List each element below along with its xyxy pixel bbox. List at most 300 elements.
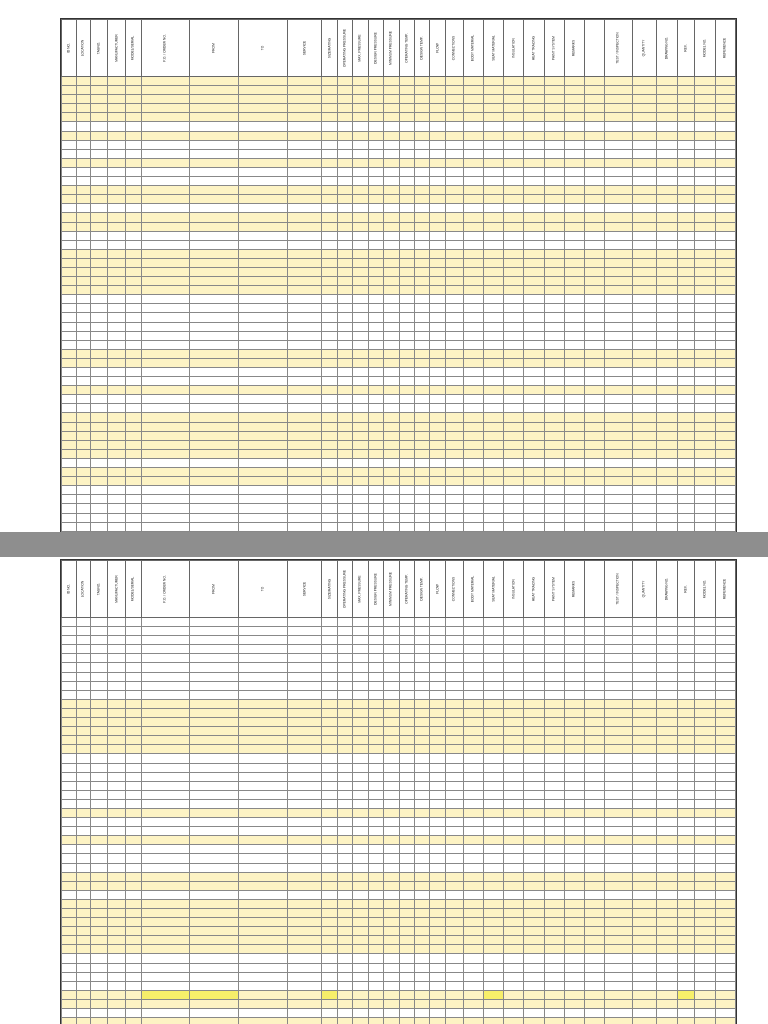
table-cell [337, 1009, 352, 1018]
table-cell [239, 413, 288, 422]
table-cell [77, 477, 90, 486]
table-cell [564, 827, 584, 836]
table-cell [384, 177, 399, 186]
table-cell [353, 495, 368, 504]
table-cell [715, 404, 735, 413]
table-cell [126, 981, 141, 990]
table-row [62, 799, 736, 808]
table-cell [677, 313, 695, 322]
table-cell [62, 954, 77, 963]
table-cell [190, 149, 239, 158]
table-cell [322, 468, 337, 477]
table-cell [239, 754, 288, 763]
table-row [62, 368, 736, 377]
table-cell [544, 827, 564, 836]
table-cell [524, 158, 544, 167]
table-cell [384, 863, 399, 872]
table-cell [62, 827, 77, 836]
table-cell [126, 990, 141, 999]
table-cell [430, 763, 445, 772]
table-cell [430, 495, 445, 504]
table-cell [463, 918, 483, 927]
table-cell [715, 781, 735, 790]
table-cell [544, 177, 564, 186]
table-cell [584, 149, 604, 158]
table-cell [445, 927, 463, 936]
table-cell [90, 863, 108, 872]
table-cell [384, 77, 399, 86]
table-cell [657, 486, 677, 495]
table-cell [715, 736, 735, 745]
table-cell [190, 618, 239, 627]
table-cell [399, 854, 414, 863]
table-cell [384, 458, 399, 467]
table-cell [632, 149, 657, 158]
table-cell [605, 167, 632, 176]
table-cell [141, 772, 190, 781]
table-cell [483, 936, 503, 945]
table-cell [90, 86, 108, 95]
table-cell [384, 322, 399, 331]
table-cell [544, 890, 564, 899]
table-cell [368, 945, 383, 954]
table-cell [657, 854, 677, 863]
table-cell [695, 422, 715, 431]
table-cell [108, 1009, 126, 1018]
table-cell [384, 790, 399, 799]
table-cell [239, 395, 288, 404]
table-cell [126, 213, 141, 222]
table-cell [239, 1009, 288, 1018]
table-cell [108, 1018, 126, 1024]
table-cell [695, 909, 715, 918]
table-cell [287, 304, 321, 313]
table-cell [415, 981, 430, 990]
table-cell [90, 672, 108, 681]
table-cell [430, 1009, 445, 1018]
table-cell [368, 404, 383, 413]
table-cell [90, 513, 108, 522]
table-cell [126, 258, 141, 267]
table-cell [564, 477, 584, 486]
table-cell [657, 158, 677, 167]
table-cell [445, 918, 463, 927]
table-cell [415, 818, 430, 827]
table-cell [62, 195, 77, 204]
table-cell [190, 1009, 239, 1018]
table-cell [564, 386, 584, 395]
table-cell [564, 286, 584, 295]
table-cell [657, 322, 677, 331]
table-cell [605, 322, 632, 331]
table-cell [368, 331, 383, 340]
table-cell [62, 204, 77, 213]
table-cell [368, 104, 383, 113]
table-cell [544, 881, 564, 890]
table-cell [108, 772, 126, 781]
table-cell [415, 927, 430, 936]
table-cell [657, 981, 677, 990]
table-cell [384, 267, 399, 276]
table-cell [90, 1009, 108, 1018]
table-cell [463, 504, 483, 513]
table-cell [90, 440, 108, 449]
table-cell [368, 477, 383, 486]
table-cell [483, 267, 503, 276]
table-cell [632, 368, 657, 377]
table-cell [463, 645, 483, 654]
table-cell [544, 167, 564, 176]
table-cell [322, 736, 337, 745]
table-cell [504, 122, 524, 131]
table-cell [368, 131, 383, 140]
table-cell [90, 286, 108, 295]
table-cell [605, 204, 632, 213]
table-cell [657, 295, 677, 304]
table-cell [504, 358, 524, 367]
table-cell [77, 745, 90, 754]
table-cell [605, 331, 632, 340]
table-cell [445, 468, 463, 477]
table-cell [564, 431, 584, 440]
table-cell [632, 504, 657, 513]
table-cell [384, 468, 399, 477]
table-cell [353, 963, 368, 972]
table-cell [287, 249, 321, 258]
table-cell [584, 504, 604, 513]
table-cell [695, 936, 715, 945]
table-cell [632, 349, 657, 358]
table-cell [384, 627, 399, 636]
table-cell [584, 431, 604, 440]
table-cell [62, 458, 77, 467]
table-cell [90, 827, 108, 836]
table-cell [483, 799, 503, 808]
table-cell [287, 836, 321, 845]
table-cell [445, 449, 463, 458]
table-cell [715, 845, 735, 854]
table-cell [322, 340, 337, 349]
table-cell [190, 504, 239, 513]
table-cell [605, 845, 632, 854]
table-cell [524, 981, 544, 990]
table-cell [108, 431, 126, 440]
table-cell [632, 477, 657, 486]
table-cell [430, 990, 445, 999]
table-cell [657, 672, 677, 681]
table-cell [695, 736, 715, 745]
table-cell [90, 477, 108, 486]
table-cell [399, 909, 414, 918]
table-cell [126, 204, 141, 213]
table-cell [564, 458, 584, 467]
table-cell [399, 645, 414, 654]
table-cell [504, 927, 524, 936]
table-cell [126, 86, 141, 95]
table-row [62, 963, 736, 972]
table-cell [445, 267, 463, 276]
column-header-label: TAGNO. [96, 41, 101, 55]
column-header-label: TAGNO. [96, 582, 101, 596]
table-cell [544, 495, 564, 504]
table-cell [483, 295, 503, 304]
table-cell [715, 104, 735, 113]
table-cell [141, 195, 190, 204]
table-cell [463, 386, 483, 395]
table-cell [483, 204, 503, 213]
table-cell [483, 899, 503, 908]
table-cell [483, 95, 503, 104]
table-cell [632, 936, 657, 945]
table-cell [430, 177, 445, 186]
table-cell [632, 854, 657, 863]
table-cell [190, 186, 239, 195]
table-cell [463, 881, 483, 890]
table-cell [677, 167, 695, 176]
table-cell [190, 863, 239, 872]
table-cell [524, 690, 544, 699]
table-cell [445, 349, 463, 358]
table-cell [126, 727, 141, 736]
table-cell [632, 999, 657, 1008]
table-cell [564, 772, 584, 781]
table-cell [715, 899, 735, 908]
table-cell [695, 918, 715, 927]
table-cell [322, 95, 337, 104]
table-cell [544, 936, 564, 945]
table-cell [141, 340, 190, 349]
table-cell [584, 918, 604, 927]
table-cell [605, 177, 632, 186]
table-cell [605, 358, 632, 367]
table-cell [399, 504, 414, 513]
table-cell [77, 167, 90, 176]
table-cell [445, 872, 463, 881]
table-cell [126, 790, 141, 799]
table-cell [90, 918, 108, 927]
column-header [399, 20, 414, 77]
table-cell [677, 918, 695, 927]
table-cell [287, 745, 321, 754]
table-cell [463, 990, 483, 999]
table-cell [239, 836, 288, 845]
table-cell [677, 672, 695, 681]
table-cell [90, 449, 108, 458]
table-cell [190, 422, 239, 431]
table-cell [677, 513, 695, 522]
table-cell [564, 267, 584, 276]
table-cell [463, 340, 483, 349]
table-cell [564, 204, 584, 213]
table-cell [715, 936, 735, 945]
table-cell [322, 790, 337, 799]
table-cell [108, 618, 126, 627]
table-cell [524, 818, 544, 827]
table-cell [90, 413, 108, 422]
table-cell [77, 177, 90, 186]
table-cell [605, 790, 632, 799]
table-cell [141, 267, 190, 276]
table-cell [141, 945, 190, 954]
table-cell [483, 486, 503, 495]
table-cell [584, 963, 604, 972]
table-cell [399, 122, 414, 131]
table-cell [77, 654, 90, 663]
table-cell [605, 440, 632, 449]
table-cell [287, 772, 321, 781]
table-cell [384, 872, 399, 881]
table-cell [399, 836, 414, 845]
table-cell [657, 718, 677, 727]
table-cell [544, 808, 564, 817]
table-cell [287, 827, 321, 836]
table-cell [62, 422, 77, 431]
table-cell [322, 113, 337, 122]
table-cell [77, 222, 90, 231]
table-cell [632, 177, 657, 186]
table-cell [353, 909, 368, 918]
table-cell [657, 513, 677, 522]
table-cell [544, 681, 564, 690]
table-cell [108, 872, 126, 881]
table-cell [384, 249, 399, 258]
table-cell [190, 340, 239, 349]
table-cell [445, 799, 463, 808]
table-cell [399, 486, 414, 495]
table-cell [584, 745, 604, 754]
table-cell [715, 313, 735, 322]
table-cell [141, 222, 190, 231]
table-cell [504, 645, 524, 654]
table-cell [322, 458, 337, 467]
table-cell [190, 204, 239, 213]
table-cell [483, 104, 503, 113]
table-cell [368, 377, 383, 386]
table-cell [657, 204, 677, 213]
table-cell [62, 267, 77, 276]
table-cell [605, 872, 632, 881]
table-cell [445, 295, 463, 304]
column-header [584, 20, 604, 77]
table-cell [605, 231, 632, 240]
table-cell [90, 927, 108, 936]
table-cell [399, 204, 414, 213]
table-cell [126, 854, 141, 863]
table-cell [415, 972, 430, 981]
table-cell [524, 827, 544, 836]
table-cell [90, 404, 108, 413]
table-cell [108, 836, 126, 845]
table-cell [415, 267, 430, 276]
table-cell [632, 468, 657, 477]
table-cell [126, 249, 141, 258]
table-cell [322, 654, 337, 663]
table-cell [141, 231, 190, 240]
table-cell [384, 104, 399, 113]
table-cell [445, 431, 463, 440]
table-cell [368, 286, 383, 295]
table-cell [287, 213, 321, 222]
table-cell [415, 963, 430, 972]
table-cell [430, 122, 445, 131]
table-cell [445, 781, 463, 790]
table-cell [239, 295, 288, 304]
table-row [62, 745, 736, 754]
table-cell [463, 808, 483, 817]
table-cell [368, 449, 383, 458]
column-header-label: FLOW [435, 584, 440, 594]
table-cell [584, 395, 604, 404]
table-cell [62, 186, 77, 195]
table-cell [368, 690, 383, 699]
table-cell [287, 204, 321, 213]
table-cell [524, 672, 544, 681]
table-cell [715, 222, 735, 231]
table-cell [524, 927, 544, 936]
table-cell [190, 818, 239, 827]
table-cell [445, 368, 463, 377]
table-cell [430, 231, 445, 240]
table-cell [695, 349, 715, 358]
table-cell [108, 277, 126, 286]
table-cell [544, 240, 564, 249]
table-cell [190, 386, 239, 395]
table-cell [190, 240, 239, 249]
table-cell [239, 422, 288, 431]
table-cell [677, 772, 695, 781]
table-cell [584, 131, 604, 140]
table-cell [430, 618, 445, 627]
table-cell [239, 1018, 288, 1024]
table-cell [445, 77, 463, 86]
table-cell [430, 277, 445, 286]
table-cell [605, 522, 632, 531]
table-cell [632, 95, 657, 104]
table-cell [399, 477, 414, 486]
table-cell [415, 186, 430, 195]
table-cell [384, 231, 399, 240]
table-cell [483, 158, 503, 167]
table-cell [445, 522, 463, 531]
table-cell [564, 718, 584, 727]
table-cell [353, 936, 368, 945]
table-cell [544, 186, 564, 195]
table-cell [239, 790, 288, 799]
table-cell [632, 918, 657, 927]
table-cell [77, 122, 90, 131]
table-cell [544, 413, 564, 422]
table-cell [190, 113, 239, 122]
table-cell [504, 954, 524, 963]
table-cell [445, 827, 463, 836]
table-cell [605, 104, 632, 113]
table-cell [715, 945, 735, 954]
table-cell [657, 258, 677, 267]
table-cell [463, 77, 483, 86]
table-cell [430, 690, 445, 699]
table-cell [430, 909, 445, 918]
table-cell [504, 140, 524, 149]
table-cell [445, 945, 463, 954]
table-cell [141, 899, 190, 908]
table-cell [190, 95, 239, 104]
table-cell [141, 313, 190, 322]
column-header-label: LOCATION [80, 39, 85, 57]
table-cell [126, 899, 141, 908]
table-cell [695, 690, 715, 699]
table-cell [632, 167, 657, 176]
table-cell [524, 149, 544, 158]
